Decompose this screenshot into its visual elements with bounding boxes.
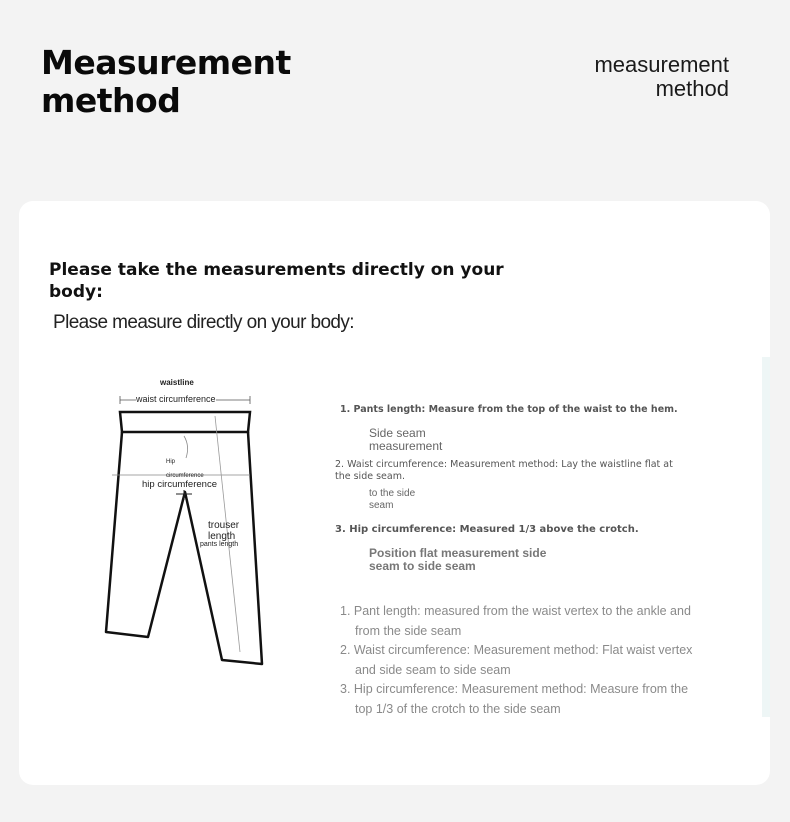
decorative-strip xyxy=(762,357,770,717)
waistband-outline xyxy=(120,412,250,432)
instruction-1: 1. Pants length: Measure from the top of the waist to the hem. xyxy=(340,404,678,415)
page-subtitle xyxy=(594,53,729,101)
length-label: length xyxy=(208,531,236,542)
instruction-3: 3. Hip circumference: Measured 1/3 above the crotch. xyxy=(335,524,639,535)
pants-illustration xyxy=(100,372,300,672)
card-heading: Please take the measurements directly on your body: xyxy=(49,260,504,302)
title-line-2: method xyxy=(41,81,181,120)
hip-small-label-2: circumference xyxy=(166,473,204,479)
list-item: 3. Hip circumference: Measurement method: Measure from the top 1/3 of the crotch to the side seam xyxy=(340,682,689,716)
measurement-list xyxy=(338,602,698,719)
subtitle-line-1: measurement xyxy=(594,52,729,77)
title-line-1: Measurement xyxy=(41,43,291,82)
instruction-1-note: Side seam measurement xyxy=(369,426,443,453)
waist-circumference-label: waist circumference xyxy=(136,394,216,404)
pants-length-label: pants length xyxy=(200,541,239,548)
list-item: 1. Pant length: measured from the waist vertex to the ankle and from the side seam xyxy=(340,604,691,638)
list-item: 2. Waist circumference: Measurement method: Flat waist vertex and side seam to side seam xyxy=(340,643,693,677)
hip-small-label: Hip xyxy=(166,459,176,465)
instruction-2: 2. Waist circumference: Measurement method: Lay the waistline flat at the side seam. xyxy=(335,459,673,482)
instruction-2-note: to the side seam xyxy=(369,488,416,511)
hip-circumference-label: hip circumference xyxy=(142,479,217,490)
card-subheading: Please measure directly on your body: xyxy=(53,312,354,333)
pants-outline xyxy=(106,432,262,664)
pants-diagram xyxy=(100,372,300,672)
instruction-3-note: Position flat measurement side seam to side seam xyxy=(369,546,547,573)
trouser-label: trouser xyxy=(208,520,240,531)
waistline-label: waistline xyxy=(160,378,194,387)
fly-curve xyxy=(184,436,188,458)
subtitle-line-2: method xyxy=(655,76,729,101)
page-title xyxy=(41,44,291,120)
